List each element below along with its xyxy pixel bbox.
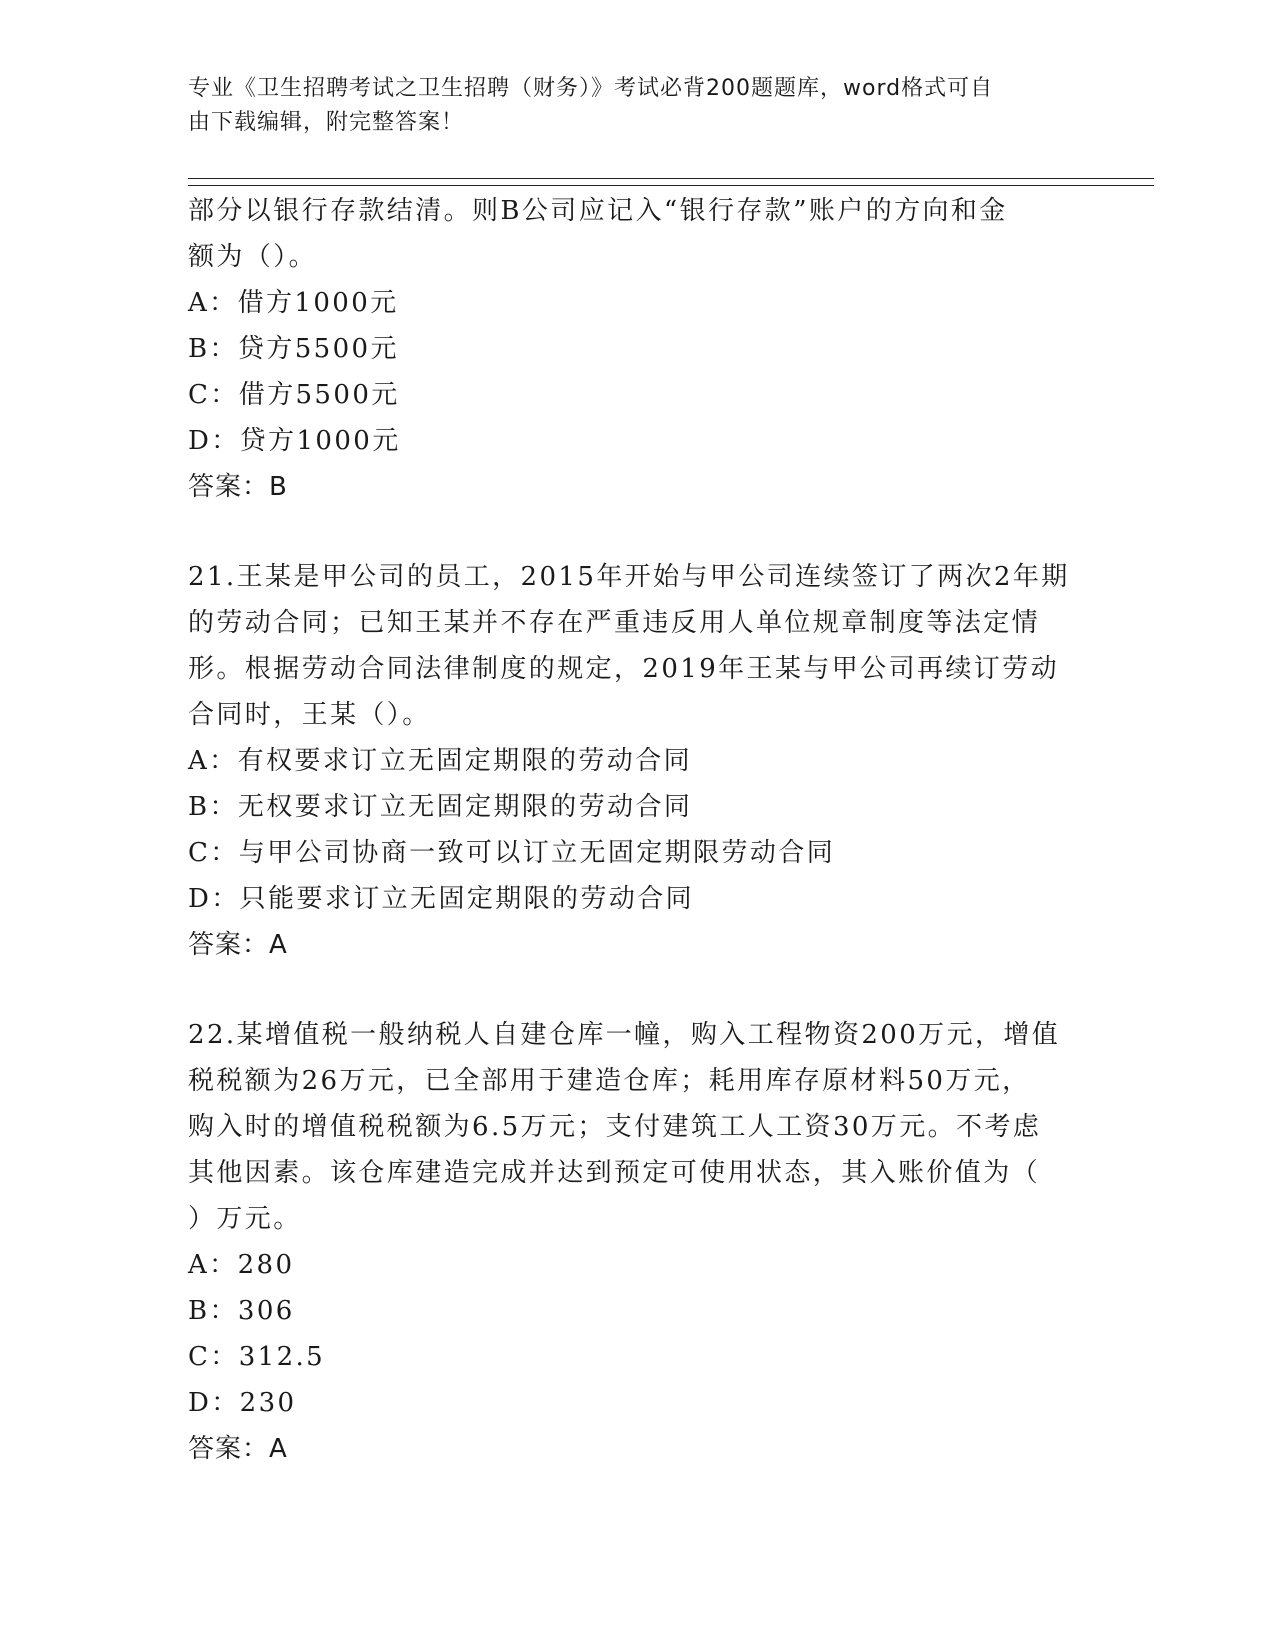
question-stem-line: ）万元。: [188, 1204, 302, 1234]
option-c: C：借方5500元: [188, 380, 400, 410]
option-b: B：贷方5500元: [188, 334, 399, 364]
header-divider-top: [188, 178, 1154, 179]
answer: 答案：A: [188, 930, 288, 960]
question-stem-line: 22.某增值税一般纳税人自建仓库一幢，购入工程物资200万元，增值: [188, 1020, 1061, 1050]
question-21: [188, 554, 1088, 968]
question-stem-line: 其他因素。该仓库建造完成并达到预定可使用状态，其入账价值为（: [188, 1158, 1041, 1188]
option-a: A：有权要求订立无固定期限的劳动合同: [188, 746, 692, 776]
page-header: [188, 72, 1068, 140]
question-stem-line: 部分以银行存款结清。则B公司应记入“银行存款”账户的方向和金: [188, 196, 1008, 226]
question-stem-line: 形。根据劳动合同法律制度的规定，2019年王某与甲公司再续订劳动: [188, 654, 1059, 684]
question-stem-line: 的劳动合同；已知王某并不存在严重违反用人单位规章制度等法定情: [188, 608, 1041, 638]
option-d: D：只能要求订立无固定期限的劳动合同: [188, 884, 695, 914]
question-22: [188, 1012, 1088, 1472]
question-stem-line: 21.王某是甲公司的员工，2015年开始与甲公司连续签订了两次2年期: [188, 562, 1070, 592]
question-stem-line: 购入时的增值税税额为6.5万元；支付建筑工人工资30万元。不考虑: [188, 1112, 1042, 1142]
option-a: A：借方1000元: [188, 288, 399, 318]
question-stem-line: 合同时，王某（）。: [188, 700, 431, 730]
answer: 答案：B: [188, 472, 288, 502]
header-line-2: 由下载编辑，附完整答案！: [188, 110, 465, 135]
option-d: D：230: [188, 1388, 297, 1418]
header-line-1: 专业《卫生招聘考试之卫生招聘（财务）》考试必背200题题库，word格式可自: [188, 76, 994, 101]
option-b: B：无权要求订立无固定期限的劳动合同: [188, 792, 693, 822]
option-b: B：306: [188, 1296, 295, 1326]
document-body: [188, 188, 1088, 1472]
question-stem-line: 税税额为26万元，已全部用于建造仓库；耗用库存原材料50万元，: [188, 1066, 1031, 1096]
question-20: [188, 188, 1088, 510]
option-a: A：280: [188, 1250, 295, 1280]
option-c: C：与甲公司协商一致可以订立无固定期限劳动合同: [188, 838, 836, 868]
spacer: [188, 968, 1088, 1012]
question-stem-line: 额为（）。: [188, 242, 318, 272]
option-c: C：312.5: [188, 1342, 326, 1372]
answer: 答案：A: [188, 1434, 288, 1464]
option-d: D：贷方1000元: [188, 426, 401, 456]
header-divider-bottom: [188, 185, 1154, 186]
spacer: [188, 510, 1088, 554]
